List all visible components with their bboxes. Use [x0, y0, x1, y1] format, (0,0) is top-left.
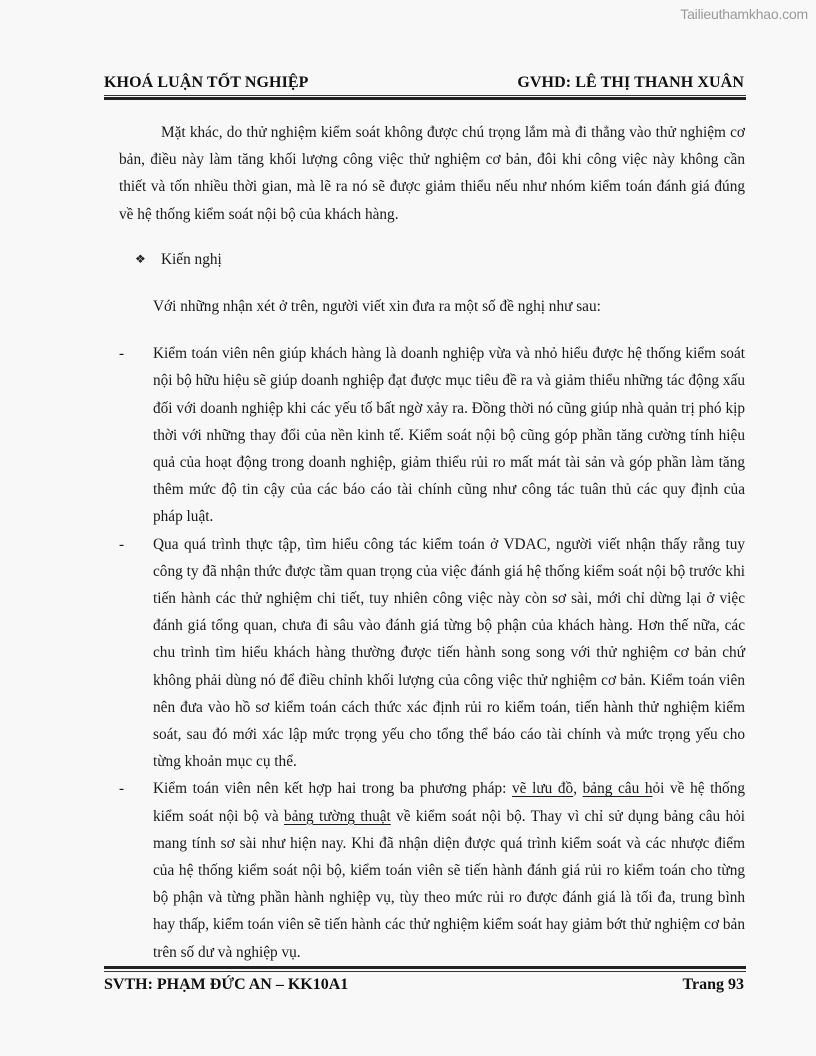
text-run: ,: [573, 780, 583, 798]
text-run: Kiểm toán viên nên kết hợp hai trong ba phương pháp:: [153, 780, 513, 798]
page-footer: [104, 976, 744, 994]
dash-marker: -: [119, 345, 125, 363]
underlined-method-questionnaire: bảng câu h: [582, 780, 653, 798]
watermark: Tailieuthamkhao.com: [680, 6, 808, 22]
list-item: [119, 531, 745, 776]
list-item: [119, 775, 745, 965]
list-item: [119, 340, 745, 530]
intro-paragraph: Mặt khác, do thử nghiệm kiểm soát không được chú trọng lắm mà đi thẳng vào thử nghiệm cơ bản, điều này làm tăng khối lượng công việc thử nghiệm cơ bản, đôi khi công việc này không cần thiết và tốn nhiều thời gian, mà lẽ ra nó sẽ được giảm thiểu nếu như nhóm kiểm toán đánh giá đúng về hệ thống kiểm soát nội bộ của khách hàng.: [119, 124, 745, 223]
page-header: [104, 74, 744, 92]
underlined-method-narrative: bảng tường thuật: [283, 807, 391, 825]
footer-rule-thick: [104, 966, 746, 969]
list-item-text: [153, 780, 745, 960]
diamond-bullet-icon: ❖: [135, 251, 146, 266]
footer-student: SVTH: PHẠM ĐỨC AN – KK10A1: [104, 976, 349, 993]
list-item-text: Qua quá trình thực tập, tìm hiểu công tác kiểm toán ở VDAC, người viết nhận thấy rằng tuy công ty đã nhận thức được tầm quan trọng của việc đánh giá hệ thống kiểm soát nội bộ trước khi tiến hành các thử nghiệm chi tiết, tuy nhiên công việc này còn sơ sài, mới chỉ dừng lại ở việc đánh giá tổng quan, chưa đi sâu vào đánh giá từng bộ phận của khách hàng. Hơn thế nữa, các chu trình tìm hiểu khách hàng thường được tiến hành song song với thử nghiệm cơ bản chứ không phải dùng nó để điều chỉnh khối lượng của công việc thử nghiệm cơ bản. Kiểm toán viên nên đưa vào hồ sơ kiểm toán cách thức xác định rủi ro kiểm toán, tiến hành thử nghiệm kiểm soát, sau đó mới xác lập mức trọng yếu cho tổng thể báo cáo tài chính và mức trọng yếu cho từng khoản mục cụ thể.: [153, 535, 745, 771]
header-rule-thick: [104, 97, 746, 100]
header-rule-thin: [104, 95, 746, 96]
dash-marker: -: [119, 535, 125, 553]
text-run: ỏi về hệ thống kiểm soát nội bộ và: [153, 780, 745, 825]
recommendation-list: [119, 340, 745, 966]
section-title: Kiến nghị: [161, 250, 222, 268]
lead-paragraph: Với những nhận xét ở trên, người viết xin đưa ra một số đề nghị như sau:: [153, 298, 601, 316]
section-heading: [119, 246, 745, 273]
page-number: Trang 93: [682, 976, 744, 993]
footer-rule-thin: [104, 971, 746, 972]
dash-marker: -: [119, 780, 125, 798]
list-item-text: Kiểm toán viên nên giúp khách hàng là doanh nghiệp vừa và nhỏ hiểu được hệ thống kiểm soát nội bộ hữu hiệu sẽ giúp doanh nghiệp đạt được mục tiêu đề ra và giảm thiểu những tác động xấu đối với doanh nghiệp khi các yếu tố bất ngờ xảy ra. Đồng thời nó cũng giúp nhà quản trị phó kịp thời với những thay đổi của nền kinh tế. Kiểm soát nội bộ cũng góp phần tăng cường tính hiệu quả của hoạt động trong doanh nghiệp, giảm thiểu rủi ro mất mát tài sản và góp phần làm tăng thêm mức độ tin cậy của các báo cáo tài chính cũng như công tác tuân thủ các quy định của pháp luật.: [153, 345, 745, 526]
page-body: [119, 119, 745, 966]
header-advisor: GVHD: LÊ THỊ THANH XUÂN: [517, 74, 744, 91]
text-run: về kiểm soát nội bộ. Thay vì chỉ sử dụng bảng câu hỏi mang tính sơ sài như hiện nay. Khi đã nhận diện được quá trình kiểm soát và các nhược điểm của hệ thống kiểm soát nội bộ, kiểm toán viên sẽ tiến hành đánh giá rủi ro kiểm toán cho từng bộ phận và từng phần hành nghiệp vụ, tùy theo mức rủi ro được đánh giá là tối đa, trung bình hay thấp, kiểm toán viên sẽ tiến hành các thử nghiệm kiểm soát hay giảm bớt thử nghiệm cơ bản trên số dư và nghiệp vụ.: [153, 807, 745, 961]
header-thesis-title: KHOÁ LUẬN TỐT NGHIỆP: [104, 74, 309, 91]
underlined-method-flowchart: vẽ lưu đồ: [512, 780, 574, 798]
